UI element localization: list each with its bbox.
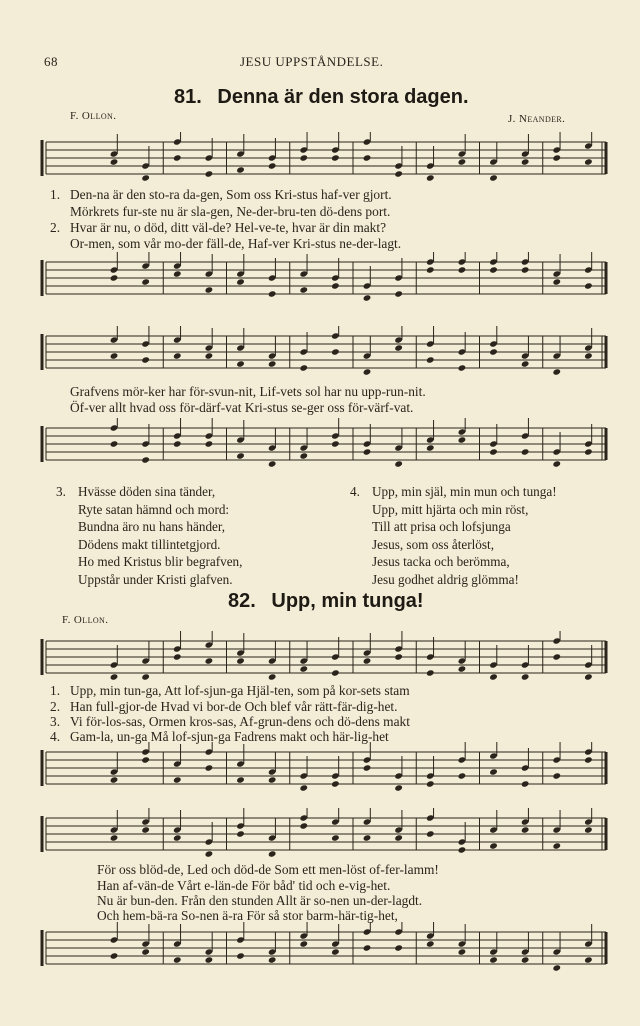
hymn-81-lyrics-line-4 bbox=[50, 236, 401, 252]
verse-number: 1. bbox=[50, 683, 61, 698]
staff-engraving bbox=[42, 631, 606, 681]
verse-line: Upp, mitt hjärta och min röst, bbox=[372, 501, 529, 517]
lyric-text: Hvar är nu, o död, ditt väl-de? Hel-ve-te, hvar är din makt? bbox=[70, 220, 387, 235]
lyric-text: Den-na är den sto-ra da-gen, Som oss Kri-stus haf-ver gjort. bbox=[70, 187, 392, 202]
running-title: JESU UPPSTÅNDELSE. bbox=[240, 54, 384, 69]
staff-engraving bbox=[42, 418, 606, 468]
hymn-82-system-2-treble-staff bbox=[0, 808, 640, 868]
hymn-81-title: Denna är den stora dagen. bbox=[217, 86, 469, 108]
hymn-81-system-1-treble-staff bbox=[0, 132, 640, 192]
verse-number: 2. bbox=[50, 220, 61, 235]
verse-line: Uppstår under Kristi glafven. bbox=[78, 571, 233, 587]
verse-line: Ho med Kristus blir begrafven, bbox=[78, 554, 243, 570]
hymn-81-lyrics-line-5 bbox=[70, 384, 426, 400]
hymn-82-number: 82. bbox=[228, 590, 256, 612]
lyric-text: Han full-gjor-de Hvad vi bor-de Och blef vår rätt-fär-dig-het. bbox=[70, 699, 398, 714]
hymn-82-lyrics-line-1 bbox=[50, 683, 410, 699]
hymn-82-title: Upp, min tunga! bbox=[271, 590, 424, 612]
hymn-82-lyrics-line-7 bbox=[97, 893, 422, 909]
hymn-82-system-2-bass-staff bbox=[0, 922, 640, 982]
staff-engraving bbox=[42, 922, 606, 972]
staff-engraving bbox=[42, 252, 606, 302]
hymn-81-system-2-bass-staff bbox=[0, 418, 640, 478]
hymn-81-heading bbox=[174, 86, 469, 109]
verse-line: Bundna äro nu hans händer, bbox=[78, 519, 226, 535]
hymn-81-verse-3 bbox=[56, 483, 243, 589]
verse-number: 3. bbox=[56, 484, 66, 499]
verse-line: Ryte satan hämnd och mord: bbox=[78, 501, 230, 517]
staff-engraving bbox=[42, 808, 606, 858]
lyric-text: Vi för-los-sas, Ormen kros-sas, Af-grun-dens och dö-dens makt bbox=[70, 714, 410, 729]
verse-line: Till att prisa och lofsjunga bbox=[372, 519, 511, 535]
verse-line: Hvässe döden sina tänder, bbox=[78, 484, 216, 499]
hymn-81-lyrics-line-1 bbox=[50, 187, 392, 203]
lyric-text: Och hem-bä-ra So-nen ä-ra För så stor barm-här-tig-het, bbox=[97, 908, 398, 923]
hymn-81-system-1-bass-staff bbox=[0, 252, 640, 312]
staff-engraving bbox=[42, 132, 606, 182]
hymn-81-lyrics-line-2 bbox=[50, 204, 390, 220]
hymn-81-lyrics-line-6 bbox=[70, 400, 413, 416]
hymn-82-lyrics-line-3 bbox=[50, 714, 410, 730]
verse-line: Jesus tacka och berömma, bbox=[372, 554, 510, 570]
hymn-82-system-1-treble-staff bbox=[0, 631, 640, 691]
verse-number: 1. bbox=[50, 187, 61, 202]
verse-line: Upp, min själ, min mun och tunga! bbox=[372, 484, 557, 499]
hymn-81-verse-4 bbox=[350, 483, 557, 589]
verse-line: Jesu godhet aldrig glömma! bbox=[372, 571, 519, 587]
lyric-text: Han af-vän-de Vårt e-län-de För båd' tid och e-vig-het. bbox=[97, 878, 391, 893]
verse-number: 2. bbox=[50, 699, 61, 714]
staff-engraving bbox=[42, 742, 606, 792]
verse-number: 4. bbox=[350, 484, 360, 499]
verse-number: 4. bbox=[50, 729, 61, 744]
verse-number: 3. bbox=[50, 714, 61, 729]
hymn-82-lyrics-line-6 bbox=[97, 878, 390, 894]
hymn-82-lyrics-line-2 bbox=[50, 699, 398, 715]
lyric-text: Grafvens mör-ker har för-svun-nit, Lif-vets sol har nu upp-run-nit. bbox=[70, 384, 426, 399]
hymn-82-heading bbox=[228, 590, 424, 613]
lyric-text: Mörkrets fur-ste nu är sla-gen, Ne-der-bru-ten dö-dens port. bbox=[70, 204, 391, 219]
hymn-81-author: J. Neander. bbox=[508, 113, 566, 125]
hymn-81-system-2-treble-staff bbox=[0, 326, 640, 386]
lyric-text: För oss blöd-de, Led och död-de Som ett men-löst of-fer-lamm! bbox=[97, 862, 439, 877]
hymn-82-composer: F. Ollon. bbox=[62, 614, 109, 626]
hymn-82-system-1-bass-staff bbox=[0, 742, 640, 802]
page-number: 68 bbox=[44, 54, 58, 69]
hymn-81-number: 81. bbox=[174, 86, 202, 108]
verse-line: Dödens makt tillintetgjord. bbox=[78, 536, 221, 552]
lyric-text: Nu är bun-den. Från den stunden Allt är so-nen un-der-lagdt. bbox=[97, 893, 423, 908]
verse-line: Jesus, som oss återlöst, bbox=[372, 536, 494, 552]
hymn-81-lyrics-line-3 bbox=[50, 220, 386, 236]
lyric-text: Öf-ver allt hvad oss för-därf-vat Kri-stus se-ger oss för-värf-vat. bbox=[70, 400, 414, 415]
lyric-text: Upp, min tun-ga, Att lof-sjun-ga Hjäl-ten, som på kor-sets stam bbox=[70, 683, 410, 698]
lyric-text: Or-men, som vår mo-der fäll-de, Haf-ver Kri-stus ne-der-lagt. bbox=[70, 236, 402, 251]
hymn-82-lyrics-line-5 bbox=[97, 862, 439, 878]
hymn-81-composer: F. Ollon. bbox=[70, 110, 117, 122]
lyric-text: Gam-la, un-ga Må lof-sjun-ga Fadrens makt och här-lig-het bbox=[70, 729, 389, 744]
staff-engraving bbox=[42, 326, 606, 376]
